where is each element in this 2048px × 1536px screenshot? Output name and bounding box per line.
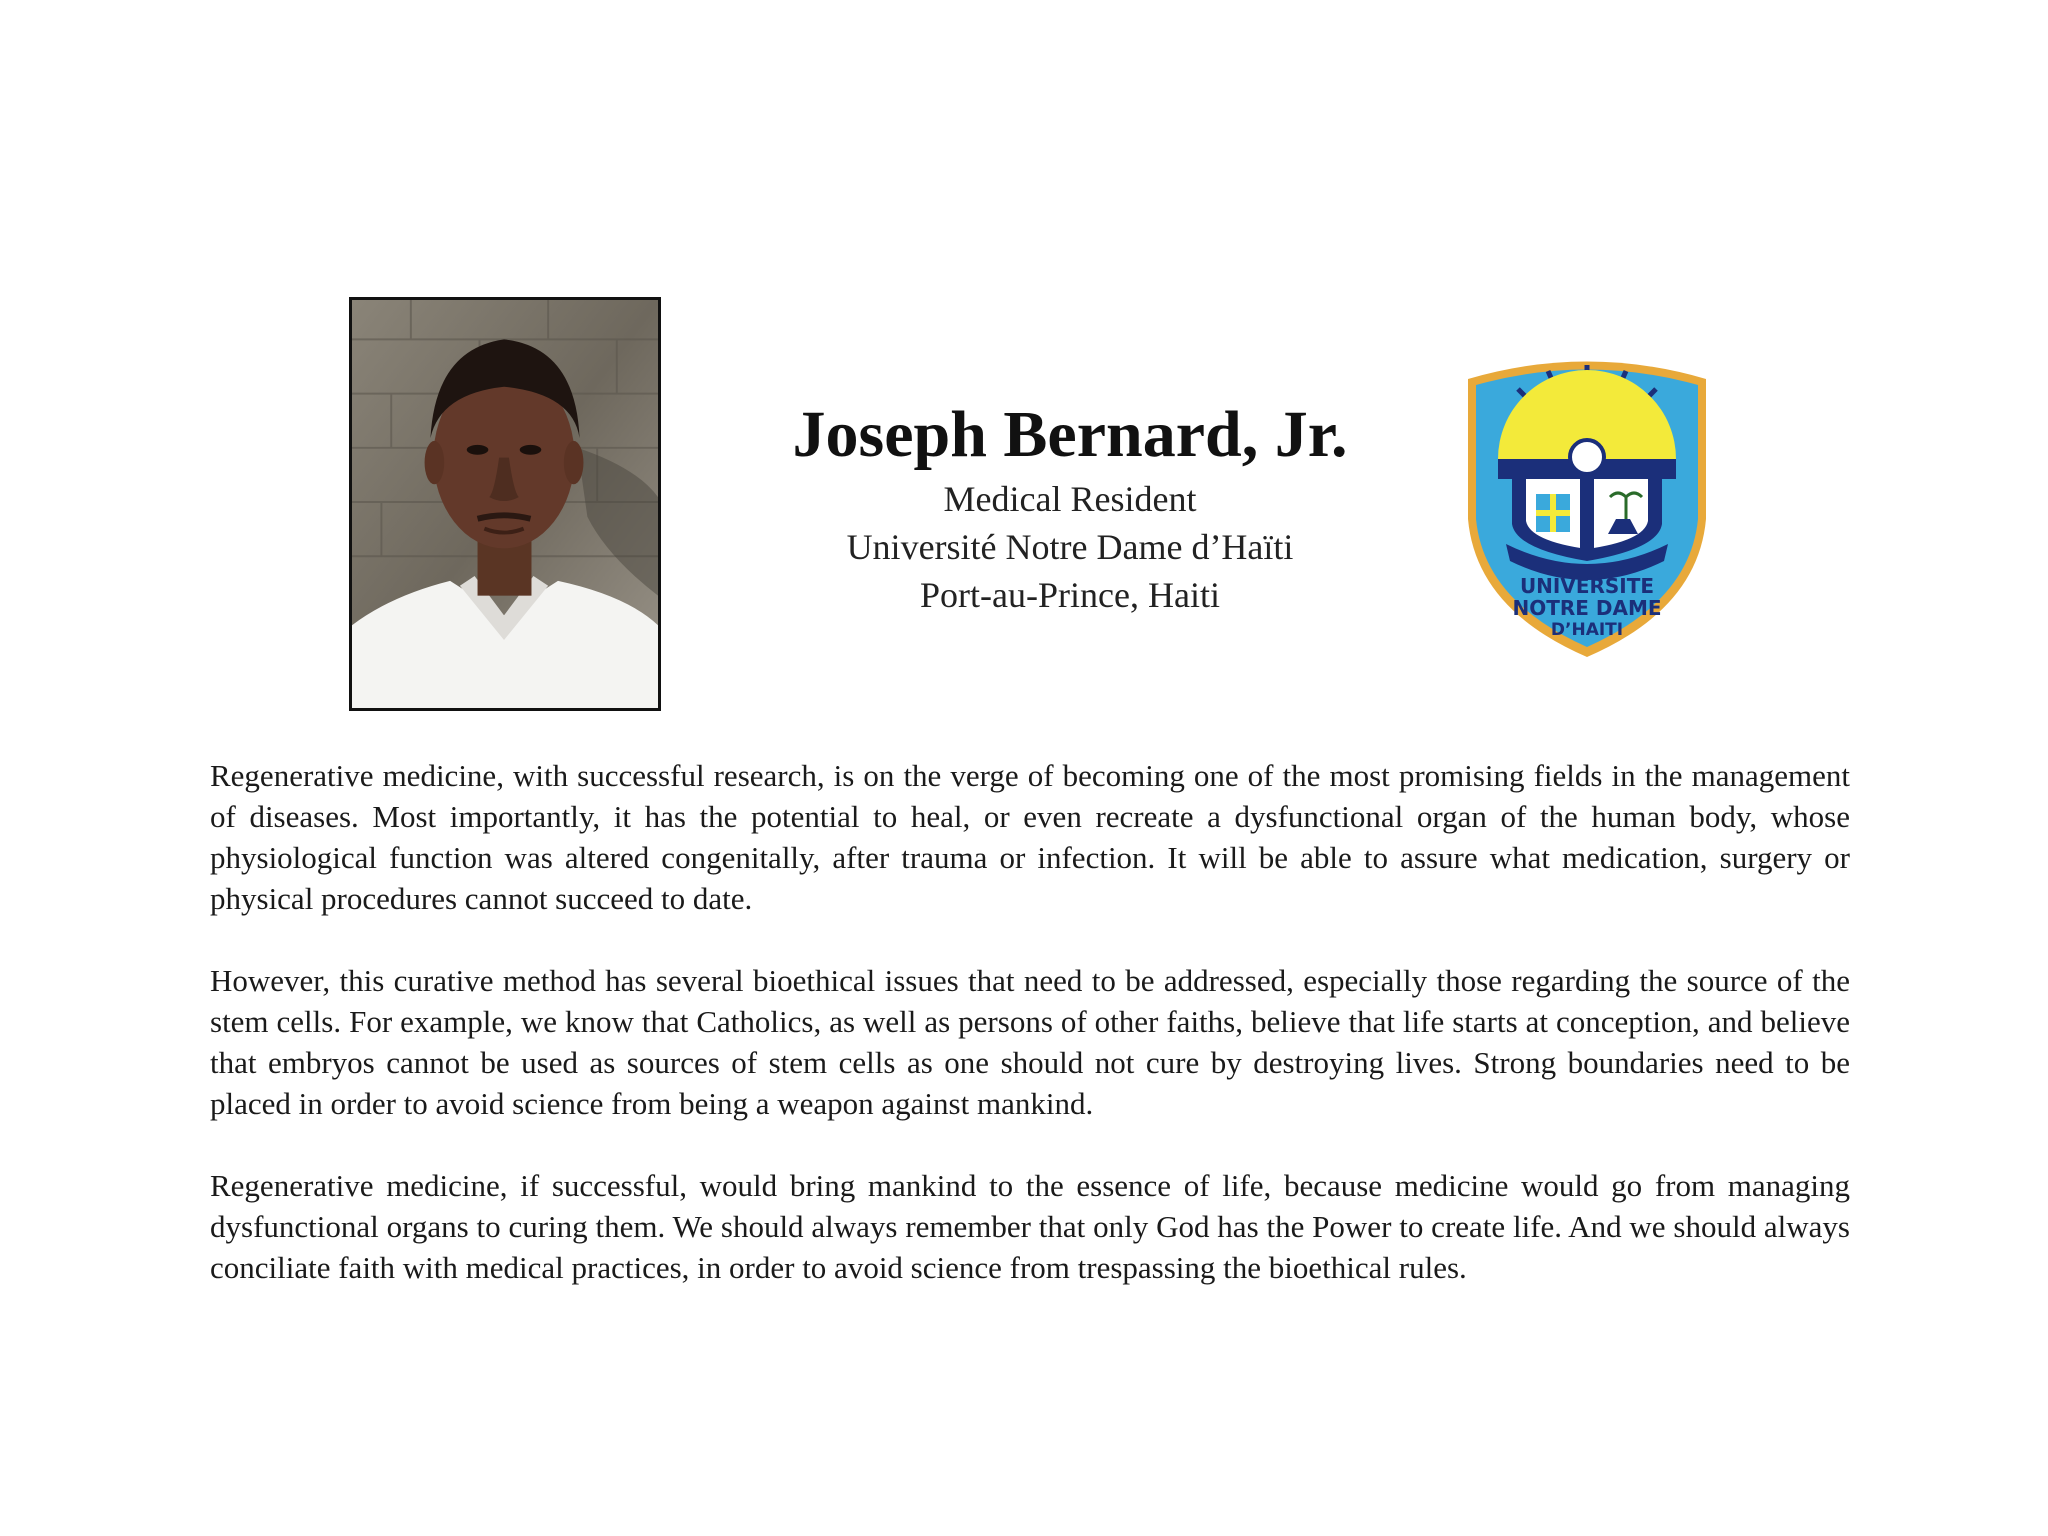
university-crest-logo	[1458, 349, 1716, 661]
essay-paragraph-3: Regenerative medicine, if successful, would bring mankind to the essence of life, because medicine would go from managing dysfunctional organs to curing them. We should always remember that only God has the Power to create life. And we should always conciliate faith with medical practices, in order to avoid science from trespassing the bioethical rules.	[210, 1168, 1850, 1285]
person-institution: Université Notre Dame d’Haïti	[846, 527, 1294, 567]
person-name: Joseph Bernard, Jr.	[792, 398, 1348, 471]
portrait-image	[352, 300, 658, 708]
person-location: Port-au-Prince, Haiti	[920, 575, 1220, 615]
essay-paragraph-2: However, this curative method has several bioethical issues that need to be addressed, especially those regarding the source of the stem cells. For example, we know that Catholics, as well as persons of other faiths, believe that life starts at conception, and believe that embryos cannot be used as sources of stem cells as one should not cure by destroying lives. Strong boundaries need to be placed in order to avoid science from being a weapon against mankind.	[210, 963, 1850, 1121]
crest-text-line3: D’HAITI	[1550, 620, 1624, 640]
essay-paragraph-1: Regenerative medicine, with successful research, is on the verge of becoming one of the most promising fields in the management of diseases. Most importantly, it has the potential to heal, or even recreate a dysfunctional organ of the human body, whose physiological function was altered congenitally, after trauma or infection. It will be able to assure what medication, surgery or physical procedures cannot succeed to date.	[210, 758, 1850, 916]
essay-body	[210, 755, 1850, 1329]
crest-text-line1: UNIVERSITE	[1519, 574, 1655, 598]
person-role: Medical Resident	[943, 479, 1197, 519]
crest-shield-icon	[1458, 349, 1716, 661]
crest-text-line2: NOTRE DAME	[1512, 596, 1662, 620]
portrait-photo	[349, 297, 661, 711]
header-block	[700, 395, 1440, 619]
